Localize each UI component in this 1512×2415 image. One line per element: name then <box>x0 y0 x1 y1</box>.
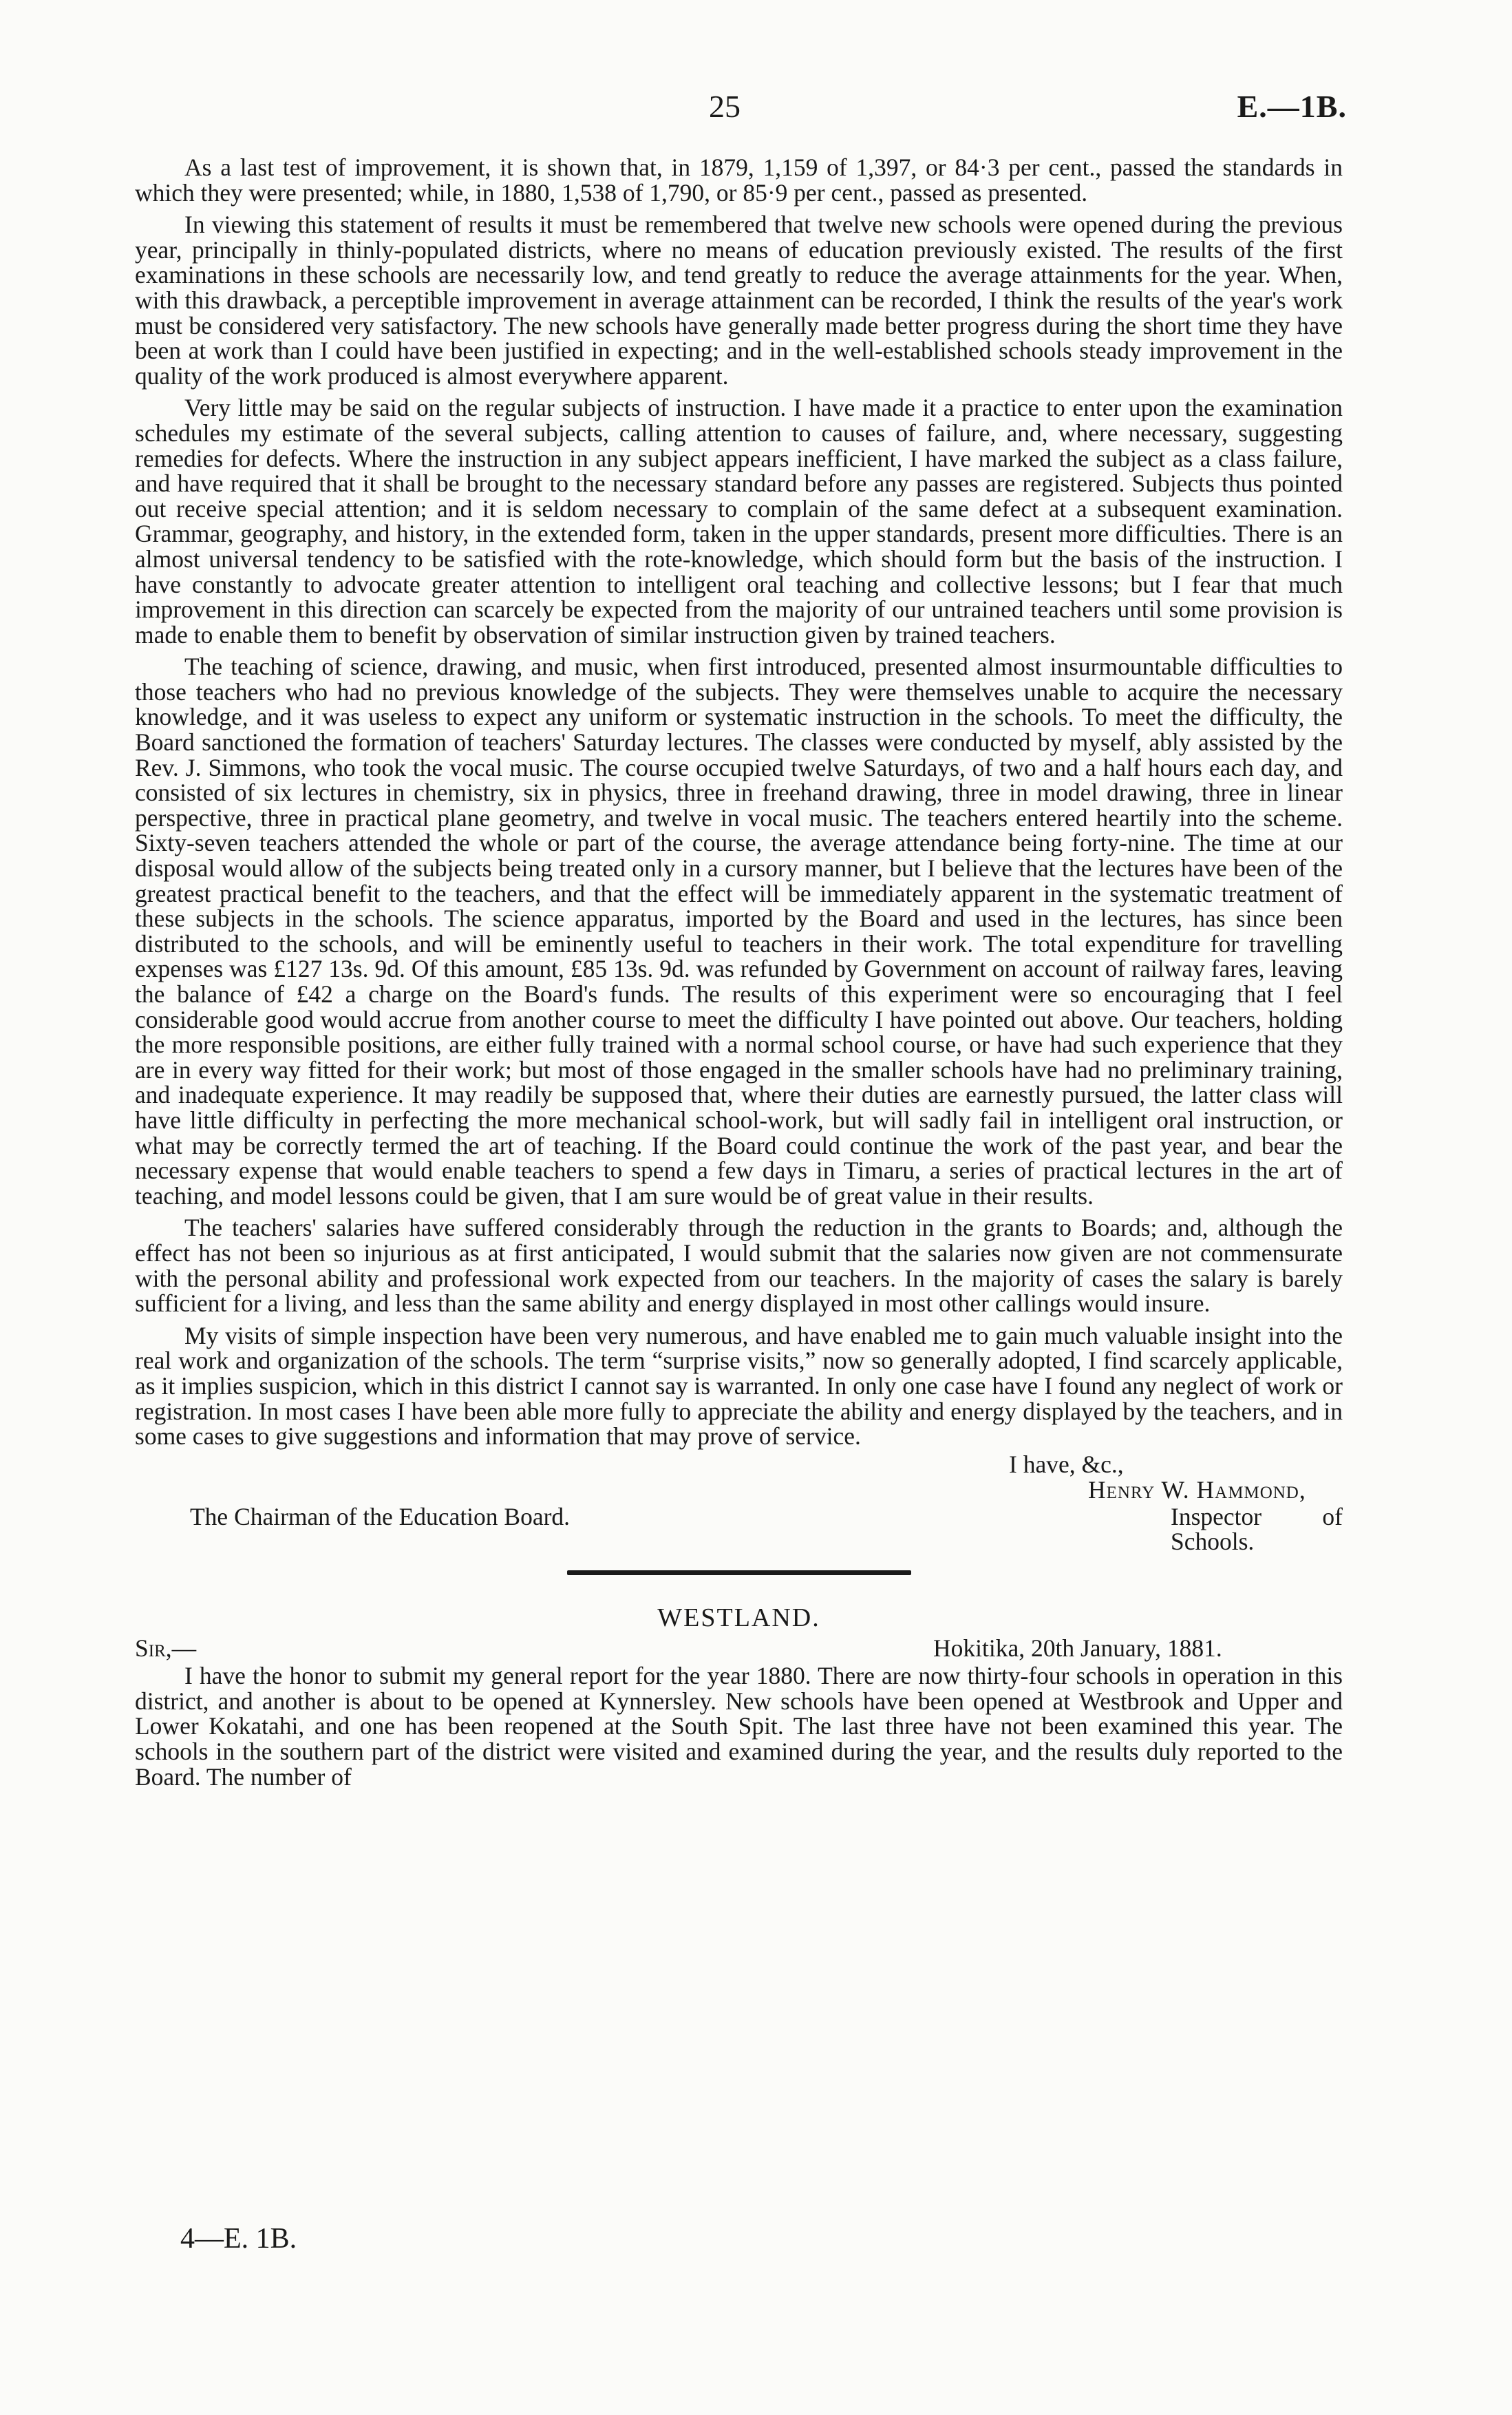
report-body <box>135 155 1343 1796</box>
section-heading: WESTLAND. <box>657 1603 820 1632</box>
paragraph-inspection-visits: My visits of simple inspection have been very numerous, and have enabled me to gain much valuable insight into the real work and organization of the schools. The term “surprise visits,” now so generally adopted, I find scarcely applicable, as it implies suspicion, which in this district I cannot say is warranted. In only one case have I found any neglect of work or registration. In most cases I have been able more fully to appreciate the ability and energy displayed by the teachers, and in some cases to give suggestions and information that may prove of service. <box>135 1321 1343 1451</box>
paragraph-test-of-improvement: As a last test of improvement, it is shown that, in 1879, 1,159 of 1,397, or 84·3 per cent., passed the standards in which they were presented; while, in 1880, 1,538 of 1,790, or 85·9 per cent., passed as presented. <box>135 154 1343 207</box>
paragraph-statement-of-results: In viewing this statement of results it must be remembered that twelve new schools were opened during the previous year, principally in thinly-populated districts, where no means of education previously existed. The results of the first examinations in these schools are necessarily low, and tend greatly to reduce the average attainments for the year. When, with this drawback, a perceptible improvement in average attainment can be recorded, I think the results of the year's work must be considered very satisfactory. The new schools have generally made better progress during the short time they have been at work than I could have been justified in expecting; and in the well-established schools steady improvement in the quality of the work produced is almost everywhere apparent. <box>135 211 1343 390</box>
paragraph-teachers-salaries: The teachers' salaries have suffered considerably through the reduction in the grants to Boards; and, although the effect has not been so injurious as at first anticipated, I would submit that the salaries now given are not commensurate with the personal ability and professional work expected from our teachers. In the majority of cases the salary is barely sufficient for a living, and less than the same ability and energy displayed in most other callings would insure. <box>135 1214 1343 1318</box>
letter-opening <box>135 1636 1343 1663</box>
signature-closing: I have, &c., <box>1009 1450 1124 1478</box>
signature-title: Inspector of Schools. <box>1171 1502 1343 1556</box>
page-header <box>0 88 1512 129</box>
paragraph-science-drawing-music: The teaching of science, drawing, and music, when first introduced, presented almost insurmountable difficulties to those teachers who had no previous knowledge of the subjects. They were themselves unable to acquire the necessary knowledge, and it was useless to expect any uniform or systematic instruction in the schools. To meet the difficulty, the Board sanctioned the formation of teachers' Saturday lectures. The classes were conducted by myself, ably assisted by the Rev. J. Simmons, who took the vocal music. The course occupied twelve Saturdays, of two and a half hours each day, and consisted of six lectures in chemistry, six in physics, three in freehand drawing, three in model drawing, three in linear perspective, three in practical plane geometry, and twelve in vocal music. The teachers entered heartily into the scheme. Sixty-seven teachers attended the whole or part of the course, the average attendance being forty-nine. The time at our disposal would allow of the subjects being treated only in a cursory manner, but I believe that the lectures have been of the greatest practical benefit to the teachers, and that the effect will be immediately apparent in the systematic treatment of these subjects in the schools. The science apparatus, imported by the Board and used in the lectures, has since been distributed to the schools, and will be eminently useful to teachers in their work. The total expenditure for travelling expenses was £127 13s. 9d. Of this amount, £85 13s. 9d. was refunded by Government on account of railway fares, leaving the balance of £42 a charge on the Board's funds. The results of this experiment were so encouraging that I feel considerable good would accrue from another course to meet the difficulty I have pointed out above. Our teachers, holding the more responsible positions, are either fully trained with a normal school course, or have had such experience that they are in every way fitted for their work; but most of those engaged in the smaller schools have had no preliminary training, and inadequate experience. It may readily be supposed that, where their duties are earnestly pursued, the latter class will have little difficulty in perfecting the more mechanical school-work, but will sadly fail in intelligent oral instruction, or what may be correctly termed the art of teaching. If the Board could continue the work of the past year, and bear the necessary expense that would enable teachers to spend a few days in Timaru, a series of practical lectures in the art of teaching, and model lessons could be given, that I am sure would be of great value in their results. <box>135 653 1343 1210</box>
signature-name: Henry W. Hammond, <box>1088 1475 1306 1504</box>
signature-block <box>135 1452 1343 1555</box>
signature-mark: 4—E. 1B. <box>180 2223 297 2255</box>
salutation: Sir,— <box>135 1634 197 1663</box>
signature-addressee: The Chairman of the Education Board. <box>190 1502 571 1530</box>
paragraph-subjects-of-instruction: Very little may be said on the regular subjects of instruction. I have made it a practice to enter upon the examination schedules my estimate of the several subjects, calling attention to causes of failure, and, where necessary, suggesting remedies for defects. Where the instruction in any subject appears inefficient, I have marked the subject as a class failure, and have required that it shall be brought to the necessary standard before any passes are registered. Subjects thus pointed out receive special attention; and it is seldom necessary to complain of the same defect at a subsequent examination. Grammar, geography, and history, in the extended form, taken in the upper standards, present more difficulties. There is an almost universal tendency to be satisfied with the rote-knowledge, which should form but the basis of the instruction. I have constantly to advocate greater attention to intelligent oral teaching and collective lessons; but I fear that much improvement in this direction can scarcely be expected from the majority of our untrained teachers until some provision is made to enable them to benefit by observation of similar instruction given by trained teachers. <box>135 394 1343 648</box>
page-number: 25 <box>709 89 741 124</box>
section-divider <box>567 1570 911 1575</box>
paragraph-westland-report: I have the honor to submit my general report for the year 1880. There are now thirty-four schools in operation in this district, and another is about to be opened at Kynnersley. New schools have been opened at Westbrook and Upper and Lower Kokatahi, and one has been reopened at the South Spit. The last three have not been examined this year. The schools in the southern part of the district were visited and examined during the year, and the results duly reported to the Board. The number of <box>135 1662 1343 1791</box>
document-reference: E.—1B. <box>1237 89 1347 124</box>
place-date: Hokitika, 20th January, 1881. <box>933 1634 1222 1663</box>
